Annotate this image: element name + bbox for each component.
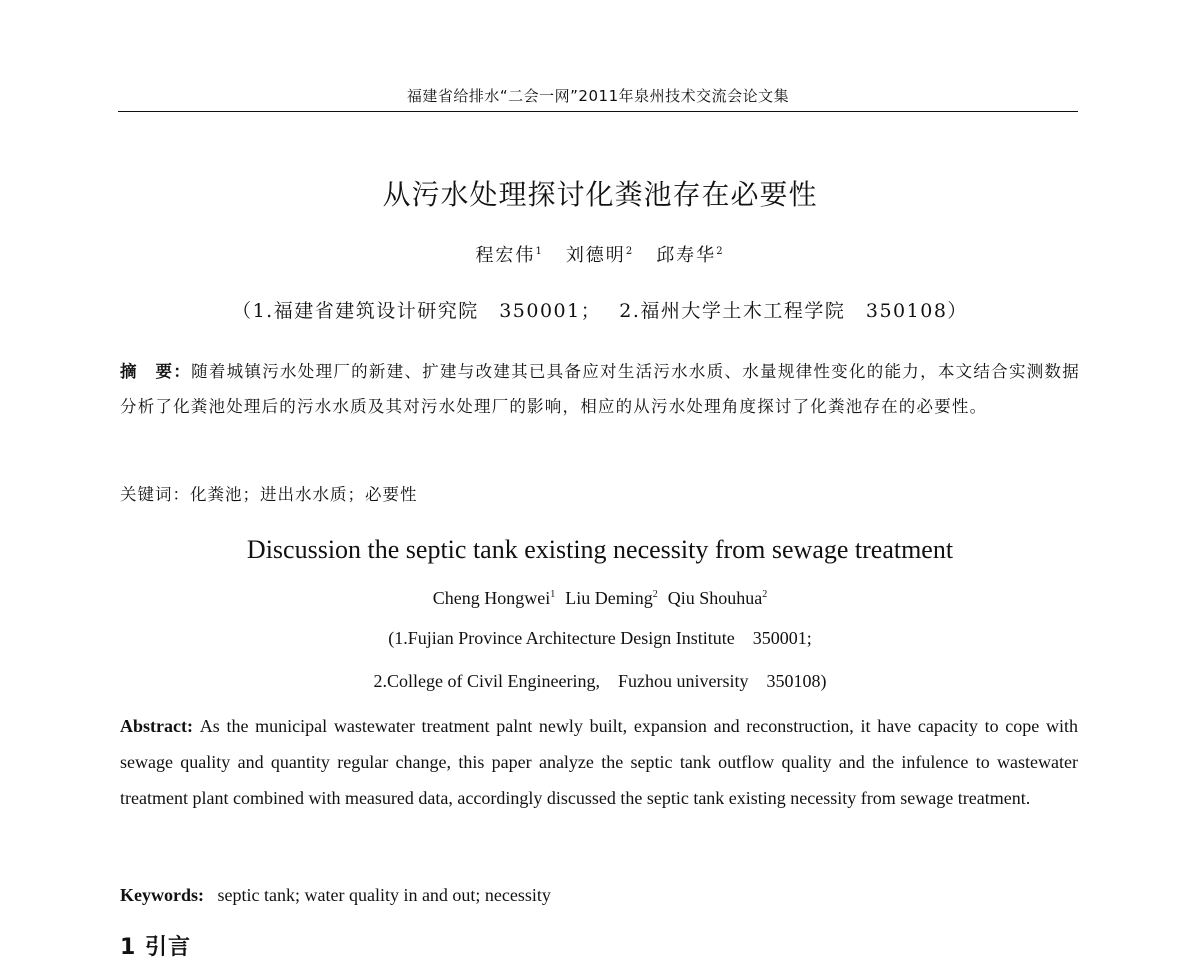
author-name: Cheng Hongwei (432, 588, 551, 608)
header-rule (118, 111, 1078, 112)
keywords-english-label: Keywords: (120, 885, 204, 905)
authors-chinese (0, 243, 1200, 269)
keywords-english-text: septic tank; water quality in and out; necessity (217, 885, 551, 905)
author-affiliation-mark: 2 (652, 589, 658, 600)
author-name: 刘德明 (565, 245, 626, 266)
title-english: Discussion the septic tank existing necessity from sewage treatment (246, 535, 954, 564)
keywords-chinese-text: 化粪池；进出水水质；必要性 (190, 485, 418, 504)
abstract-chinese-text: 随着城镇污水处理厂的新建、扩建与改建其已具备应对生活污水水质、水量规律性变化的能力，本文结合实测数据分析了化粪池处理后的污水水质及其对污水处理厂的影响，相应的从污水处理角度探讨了化粪池存在的必要性。 (120, 362, 1080, 416)
author-affiliation-mark: 1 (550, 589, 556, 600)
affiliation-close-paren: ） (947, 300, 968, 322)
affiliation-first: 1.福建省建筑设计研究院 350001； (252, 300, 602, 322)
affiliation-chinese (0, 297, 1200, 325)
keywords-chinese-label: 关键词： (120, 485, 190, 504)
abstract-english-text: As the municipal wastewater treatment palnt newly built, expansion and reconstruction, it have capacity to cope with sewage quality and quantity regular change, this paper analyze the septic tank outflow quality and the infulence to wastewater treatment plant combined with measured data, accordingly discussed the septic tank existing necessity from sewage treatment. (120, 716, 1079, 808)
author-affiliation-mark: 1 (535, 246, 544, 257)
affiliation-english-line2: 2.College of Civil Engineering, Fuzhou university 350108) (373, 671, 827, 691)
abstract-chinese-label: 摘 要： (120, 362, 192, 381)
running-header: 福建省给排水“二会一网”2011年泉州技术交流会论文集 (406, 87, 790, 105)
author-affiliation-mark: 2 (625, 246, 635, 257)
affiliation-second: 2.福州大学土木工程学院 350108 (619, 300, 948, 322)
author-name: 邱寿华 (656, 245, 717, 266)
abstract-english-label: Abstract: (120, 716, 193, 736)
affiliation-english-line1: (1.Fujian Province Architecture Design Institute 350001; (388, 628, 812, 648)
keywords-english (120, 882, 1080, 908)
keywords-chinese (120, 481, 1080, 509)
author-name: 程宏伟 (475, 245, 536, 266)
author-affiliation-mark: 2 (762, 589, 768, 600)
abstract-english (120, 708, 1078, 816)
affiliation-open-paren: （ (232, 300, 253, 322)
author-name: Qiu Shouhua (667, 588, 763, 608)
abstract-chinese (120, 354, 1080, 424)
author-affiliation-mark: 2 (716, 246, 725, 257)
section-heading-introduction: 1 引言 (120, 935, 191, 960)
authors-english (0, 585, 1200, 611)
author-name: Liu Deming (565, 588, 653, 608)
title-chinese: 从污水处理探讨化粪池存在必要性 (382, 178, 818, 211)
